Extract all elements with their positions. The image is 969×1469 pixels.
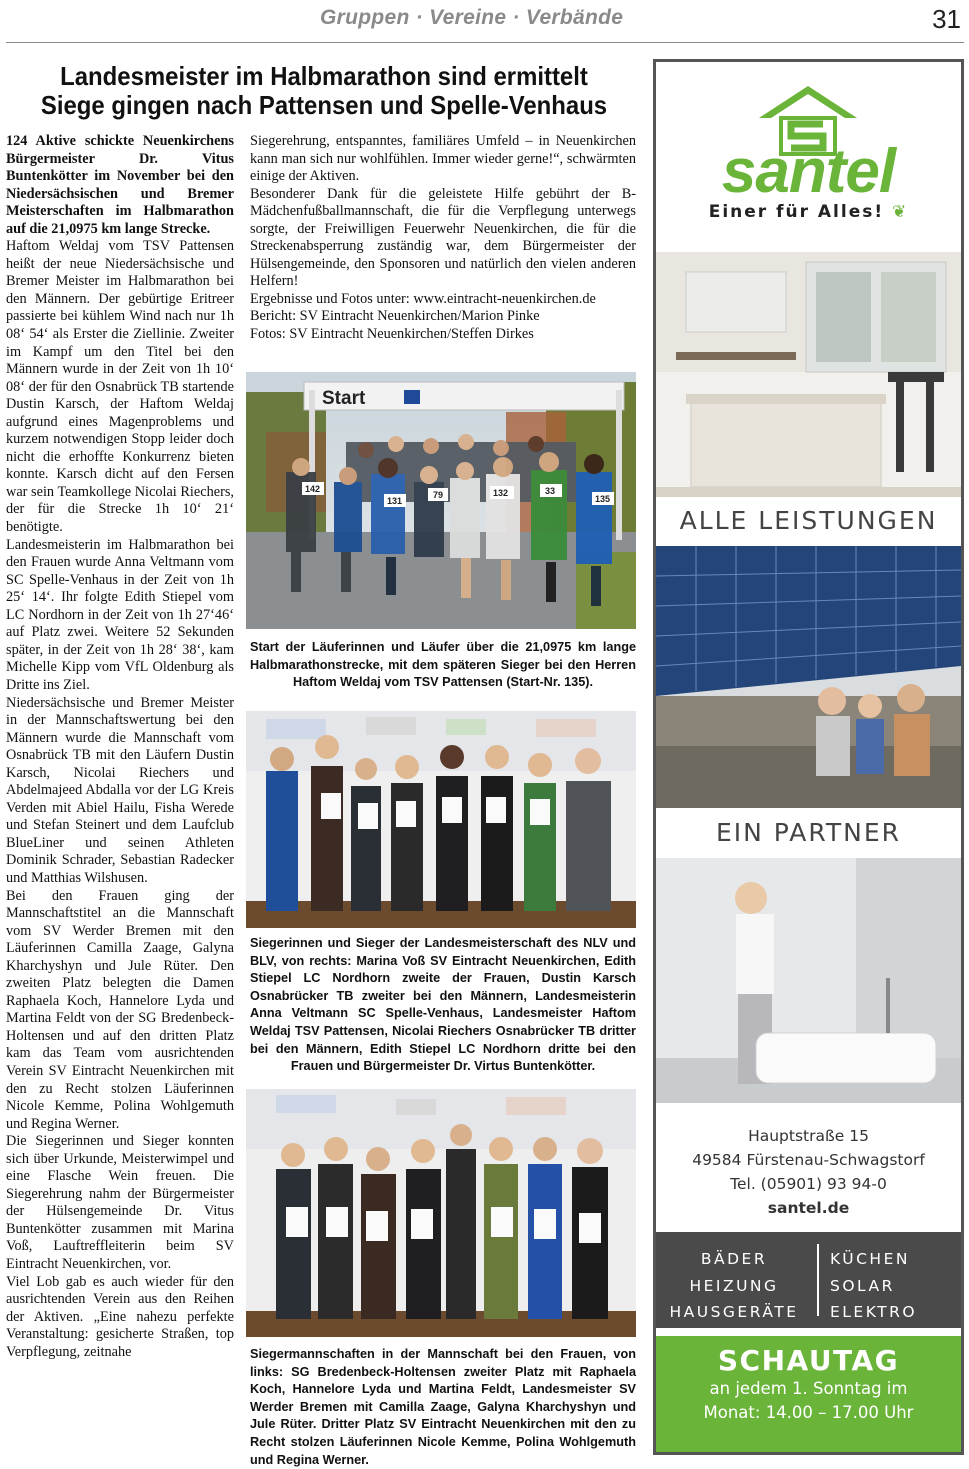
article-paragraph: Bei den Frauen ging der Mannschaftstitel an die Mannschaft vom SV Werder Bremen mit den Läuferinnen Camilla Zaage, Galyna Kharchyshyn und Jule Rüter. Den zweiten Platz belegten die Damen Raphaela Koch, Hannelore Lyda und Martina Feldt von der SG Bredenbeck-Holtensen und auf den dritten Platz kam das Team vom ausrichtenden Verein SV Eintracht Neuenkirchen mit den zu Recht stolzen Läuferinnen Nicole Kemme, Polina Wohlgemuth und Regina Werner. — [6, 887, 234, 1132]
bib-number: 131 — [387, 496, 403, 506]
bib-number: 33 — [545, 486, 556, 496]
services-panel — [656, 1232, 961, 1328]
brand-area — [656, 62, 961, 250]
address-block — [656, 1124, 961, 1220]
kitchen-image — [656, 252, 961, 497]
butterfly-icon: ❦ — [892, 202, 909, 222]
promo-title: SCHAUTAG — [717, 1344, 900, 1377]
brand-tagline — [656, 202, 961, 222]
race-start-photo — [246, 372, 636, 629]
winners-photo — [246, 711, 636, 928]
start-sign-text: Start — [322, 388, 366, 409]
caption-race-start: Start der Läuferinnen und Läufer über die 21,0975 km lange Halbmarathonstrecke, mit dem späteren Sieger bei den Herren Haftom Weldaj vom TSV Pattensen (Start-Nr. 135). — [250, 640, 636, 690]
bib-number: 142 — [305, 484, 321, 494]
service-item: KÜCHEN — [830, 1250, 910, 1268]
caption-women-teams: Siegermannschaften in der Mannschaft bei den Frauen, von links: SG Bredenbeck-Holtensen zweiter Platz mit Raphaela Koch, Hannelore Lyda und Martina Feldt, Landesmeister SV Werder Bremen mit Camilla Zaage, Galyna Kharchyshyn und Jule Rüter. Dritter Platz SV Eintracht Neuenkirchen mit den zu Recht stolzen Läuferinnen Nicole Kemme, Polina Wohlgemuth und Regina Werner. — [250, 1347, 636, 1467]
santel-advertisement — [653, 59, 964, 1455]
bib-number: 79 — [433, 490, 444, 500]
women-teams-photo — [246, 1089, 636, 1337]
bib-number: 135 — [595, 494, 611, 504]
article-paragraph: Die Siegerinnen und Sieger konnten sich über Urkunde, Meisterwimpel und eine Flasche Wein freuen. Die Siegerehrung nahm der Bürgermeister der Hülsengemeinde Dr. Vitus Buntenkötter zusammen mit Marina Voß, Lauftreffleiterin beim SV Eintracht Neuenkirchen, vor. — [6, 1133, 234, 1272]
race-start-illustration — [246, 372, 636, 629]
article-column-2 — [250, 133, 636, 344]
banner-one-partner: EIN PARTNER — [715, 818, 902, 847]
phone-number: Tel. (05901) 93 94-0 — [730, 1175, 887, 1193]
photo-credit: Fotos: SV Eintracht Neuenkirchen/Steffen Dirkes — [250, 326, 534, 343]
article-paragraph: Siegerehrung, entspanntes, familiäres Umfeld – in Neuenkirchen kann man sich nur wohlfühlen. Immer wieder gerne!“, schwärmten einige der Aktiven. — [250, 133, 636, 185]
results-link-line: Ergebnisse und Fotos unter: www.eintracht-neuenkirchen.de — [250, 290, 596, 307]
page-header — [0, 0, 969, 44]
report-credit: Bericht: SV Eintracht Neuenkirchen/Marion Pinke — [250, 308, 540, 325]
service-item: HEIZUNG — [689, 1276, 779, 1295]
solar-house-image — [656, 546, 961, 808]
article-paragraph: Landesmeisterin im Halbmarathon bei den Frauen wurde Anna Veltmann vom SC Spelle-Venhaus in der Zeit von 1h 25‘ 14‘. Ihr folgte Edith Stiepel vom LC Nordhorn in der Zeit von 1h 27‘46‘ auf Platz zwei. Weitere 52 Sekunden später, in der Zeit von 1h 28‘ 38‘, kam Michelle Kipp vom VfL Oldenburg als Dritte ins Ziel. — [6, 536, 234, 693]
section-title: Gruppen · Vereine · Verbände — [320, 6, 624, 29]
caption-winners: Siegerinnen und Sieger der Landesmeisterschaft des NLV und BLV, von rechts: Marina Voß SV Eintracht Neuenkirchen, Edith Stiepel LC Nordhorn zweite der Frauen, Dustin Karsch Osnabrücker TB zweiter bei den Männern, Landesmeisterin Anna Veltmann SC Spelle-Venhaus, Landesmeister Haftom Weldaj TSV Pattensen, Nicolai Riechers Osnabrücker TB dritter bei den Männern, Edith Stiepel LC Nordhorn dritte bei den Frauen und Bürgermeister Dr. Virtus Buntenkötter. — [250, 936, 636, 1074]
bib-number: 132 — [493, 488, 509, 498]
tagline-text: Einer für Alles! — [708, 202, 885, 222]
services-right — [816, 1246, 956, 1326]
article-lead: 124 Aktive schickte Neuenkirchens Bürgermeister Dr. Vitus Buntenkötter im November bei den Niedersächsischen und Bremer Meisterschaften im Halbmarathon auf die 21,0975 km lange Strecke. — [6, 133, 234, 237]
street-address: Hauptstraße 15 — [748, 1127, 869, 1145]
bathroom-image — [656, 858, 961, 1103]
promo-line-2: Monat: 14.00 – 17.00 Uhr — [703, 1403, 914, 1422]
service-item: ELEKTRO — [830, 1303, 918, 1321]
winners-illustration — [246, 711, 636, 928]
women-teams-illustration — [246, 1089, 636, 1337]
city-address: 49584 Fürstenau-Schwagstorf — [692, 1151, 925, 1169]
services-left — [656, 1246, 812, 1326]
headline-line-1: Landesmeister im Halbmarathon sind ermittelt — [60, 61, 588, 91]
article-headline — [31, 62, 616, 120]
article-paragraph: Viel Lob gab es auch wieder für den ausrichtenden Verein aus den Reihen der Aktiven. „Eine nahezu perfekte Veranstaltung: gesicherte Straßen, top Verpflegung, zeitnahe — [6, 1273, 234, 1360]
promo-line-1: an jedem 1. Sonntag im — [709, 1379, 908, 1398]
article-paragraph: Besonderer Dank für die geleistete Hilfe gebührt der B-Mädchenfußballmannschaft, die für die Verpflegung unterwegs sorgte, der Freiwilligen Feuerwehr Neuenkirchen, die für die Streckenabsperrung zuständig war, dem Bürgermeister der Hülsengemeinde, den Sponsoren und natürlich den vielen anderen Helfern! — [250, 185, 636, 290]
service-item: SOLAR — [830, 1276, 895, 1295]
service-item: BÄDER — [700, 1250, 768, 1268]
article-paragraph: Niedersächsische und Bremer Meister in der Mannschaftswertung bei den Männern wurde die Mannschaft vom Osnabrück TB mit den Läufern Dustin Karsch, Nicolai Riechers und Abdelmajeed Abdalla vor der LG Kreis Verden mit Abiel Hailu, Fisha Werede und Stefan Steinert und dem Laufclub BlueLiner und seinen Athleten Dominik Schrader, Sebastian Radecker und Matthias Wilshusen. — [6, 694, 234, 886]
article-column-1 — [6, 133, 234, 1361]
article-paragraph: Haftom Weldaj vom TSV Pattensen heißt der neue Niedersächsische und Bremer Meister im Halbmarathon bei den Männern. Der gebürtige Eritreer passierte bei kühlem Wind nach nur 1h 08‘ 54‘ als Erster die Ziellinie. Zweiter im Kampf um den Titel bei den Männern wurde in der Zeit von 1h 10‘ 08‘ der für den Osnabrück TB startende Dustin Karsch, der Haftom Weldaj aufgrund eines Magenproblems und kurzem notwendigen Stopp leider doch nicht die erhoffte Konkurrenz bieten konnte. Karsch dicht auf den Fersen war sein Teamkollege Nicolai Riechers, der für die Strecke 1h 10‘ 21‘ benötigte. — [6, 238, 234, 536]
header-rule — [6, 42, 964, 43]
brand-name: santel — [721, 137, 896, 206]
headline-line-2: Siege gingen nach Pattensen und Spelle-Venhaus — [40, 90, 608, 120]
page-number: 31 — [932, 4, 961, 34]
service-item: HAUSGERÄTE — [669, 1303, 799, 1321]
website: santel.de — [767, 1199, 850, 1217]
banner-all-services: ALLE LEISTUNGEN — [679, 506, 938, 535]
promo-panel — [656, 1336, 961, 1452]
